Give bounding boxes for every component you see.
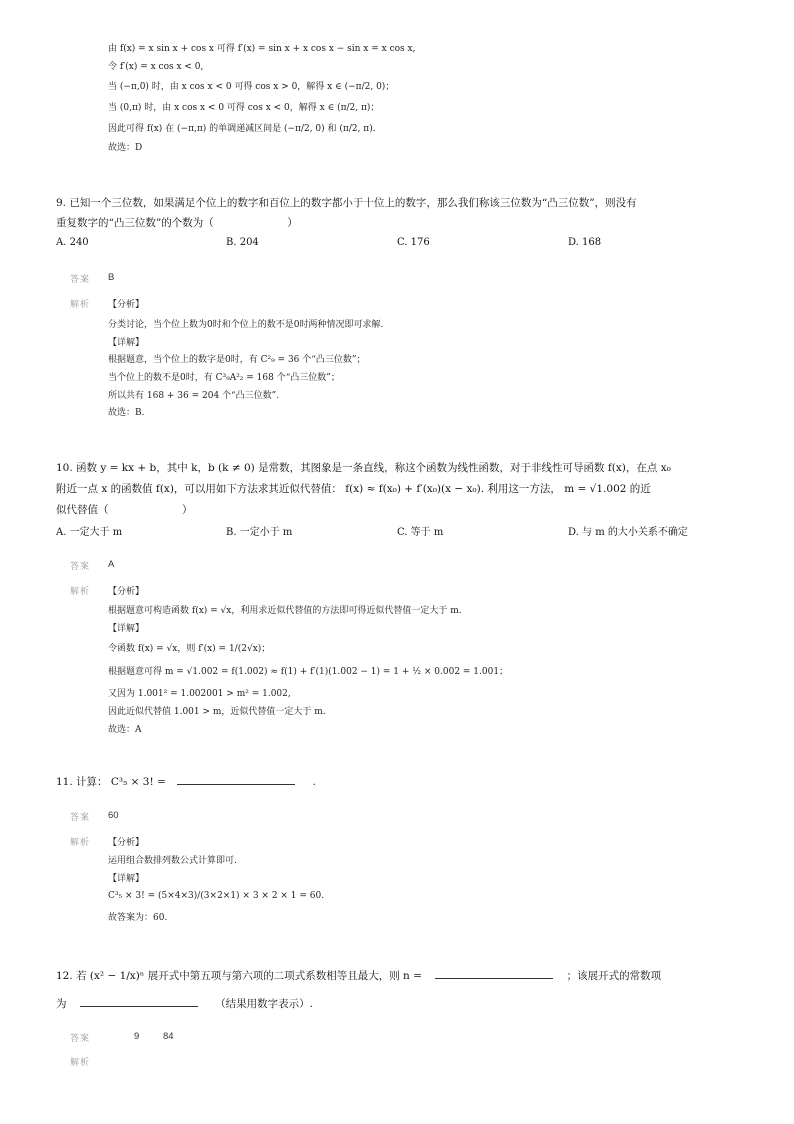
q10-stem-line-2: 附近一点 x 的函数值 f(x)，可以用如下方法求其近似代替值： f(x) ≈ f(x₀) + f′(x₀)(x − x₀). 利用这一方法， m = √1.002 的近: [56, 483, 651, 495]
q9-analysis-heading: 【分析】: [108, 300, 145, 310]
q12-answer-2: 84: [163, 1031, 174, 1042]
q9-detail-line-2: 当个位上的数不是0时，有 C³₉A²₂ = 168 个“凸三位数”；: [108, 373, 340, 383]
q10-analysis-label: 解析: [70, 586, 91, 596]
q11-answer-label: 答案: [70, 812, 91, 822]
q10-answer-label: 答案: [70, 561, 91, 571]
q12-stem-line-2: [56, 996, 313, 1011]
q11-stem-end: .: [312, 776, 316, 788]
prev-solution-line-4: 当 (0,π) 时，由 x cos x < 0 可得 cos x < 0，解得 x ∈ (π/2, π)；: [108, 103, 380, 113]
q12-stem-text-2: ；该展开式的常数项: [566, 970, 662, 982]
q11-detail-line: C³₅ × 3! = (5×4×3)/(3×2×1) × 3 × 2 × 1 = 60.: [108, 891, 325, 901]
q10-detail-line-2: 根据题意可得 m = √1.002 = f(1.002) ≈ f(1) + f′(1)(1.002 − 1) = 1 + ½ × 0.002 = 1.001；: [108, 667, 509, 677]
q10-detail-line-4: 因此近似代替值 1.001 > m，近似代替值一定大于 m.: [108, 707, 326, 717]
q11-analysis-heading: 【分析】: [108, 838, 145, 848]
q10-stem-line-3: 似代替值（ ）: [56, 504, 193, 516]
q10-analysis-heading: 【分析】: [108, 587, 145, 597]
q11-analysis-line: 运用组合数排列数公式计算即可.: [108, 856, 237, 866]
q12-answer-label: 答案: [70, 1033, 91, 1043]
q9-conclusion: 故选：B.: [108, 408, 145, 418]
q10-detail-heading: 【详解】: [108, 624, 145, 634]
q9-answer-value: B: [108, 272, 115, 283]
q10-answer-value: A: [108, 559, 115, 570]
q10-option-a: A. 一定大于 m: [56, 527, 123, 538]
prev-solution-line-3: 当 (−π,0) 时，由 x cos x < 0 可得 cos x > 0，解得 x ∈ (−π/2, 0)；: [108, 82, 395, 92]
prev-solution-conclusion: 故选：D: [108, 143, 143, 153]
q9-analysis-line: 分类讨论，当个位上数为0时和个位上的数不是0时两种情况即可求解.: [108, 320, 384, 330]
q9-option-c: C. 176: [397, 237, 430, 248]
q11-stem-text: 11. 计算： C³₅ × 3! =: [56, 776, 166, 788]
q10-detail-line-3: 又因为 1.001² = 1.002001 > m² = 1.002,: [108, 689, 291, 699]
q9-option-b: B. 204: [226, 237, 259, 248]
prev-solution-line-1: 由 f(x) = x sin x + cos x 可得 f′(x) = sin x + x cos x − sin x = x cos x,: [108, 44, 416, 54]
q9-answer-label: 答案: [70, 274, 91, 284]
q10-stem-line-1: 10. 函数 y = kx + b，其中 k，b (k ≠ 0) 是常数，其图象是一条直线，称这个函数为线性函数，对于非线性可导函数 f(x)，在点 x₀: [56, 462, 671, 474]
q12-analysis-label: 解析: [70, 1057, 91, 1067]
q9-detail-heading: 【详解】: [108, 338, 145, 348]
q12-blank-constant: [80, 996, 198, 1007]
q10-option-b: B. 一定小于 m: [226, 527, 293, 538]
q12-stem-line-1: [56, 968, 661, 983]
prev-solution-line-2: 令 f′(x) = x cos x < 0,: [108, 62, 204, 72]
q9-stem-line-2: 重复数字的“凸三位数”的个数为（ ）: [56, 217, 298, 229]
q10-analysis-line: 根据题意可构造函数 f(x) = √x，利用求近似代替值的方法即可得近似代替值一定大于 m.: [108, 606, 462, 616]
q11-answer-value: 60: [108, 810, 119, 821]
q9-detail-line-3: 所以共有 168 + 36 = 204 个“凸三位数”.: [108, 391, 280, 401]
prev-solution-line-5: 因此可得 f(x) 在 (−π,π) 的单调递减区间是 (−π/2, 0) 和 (π/2, π).: [108, 124, 376, 134]
q12-stem-text-1: 12. 若 (x² − 1/x)ⁿ 展开式中第五项与第六项的二项式系数相等且最大，则 n =: [56, 970, 422, 982]
q11-stem: [56, 774, 316, 789]
q11-analysis-label: 解析: [70, 837, 91, 847]
q9-detail-line-1: 根据题意，当个位上的数字是0时，有 C²₉ = 36 个“凸三位数”；: [108, 355, 366, 365]
q9-stem-line-1: 9. 已知一个三位数，如果满足个位上的数字和百位上的数字都小于十位上的数字，那么我们称该三位数为“凸三位数”，则没有: [56, 197, 637, 209]
q10-option-c: C. 等于 m: [397, 527, 444, 538]
q11-detail-heading: 【详解】: [108, 874, 145, 884]
q10-conclusion: 故选：A: [108, 725, 142, 735]
q9-option-d: D. 168: [568, 237, 602, 248]
q11-conclusion: 故答案为：60.: [108, 913, 168, 923]
q12-answer-1: 9: [134, 1031, 140, 1042]
q12-stem-text-3: 为: [56, 998, 67, 1010]
q10-detail-line-1: 令函数 f(x) = √x，则 f′(x) = 1/(2√x)；: [108, 644, 271, 654]
q12-blank-n: [435, 968, 553, 979]
q11-answer-blank: [177, 774, 295, 785]
q9-option-a: A. 240: [56, 237, 89, 248]
q9-analysis-label: 解析: [70, 299, 91, 309]
q12-stem-text-4: （结果用数字表示）.: [215, 998, 314, 1010]
q10-option-d: D. 与 m 的大小关系不确定: [568, 527, 688, 538]
